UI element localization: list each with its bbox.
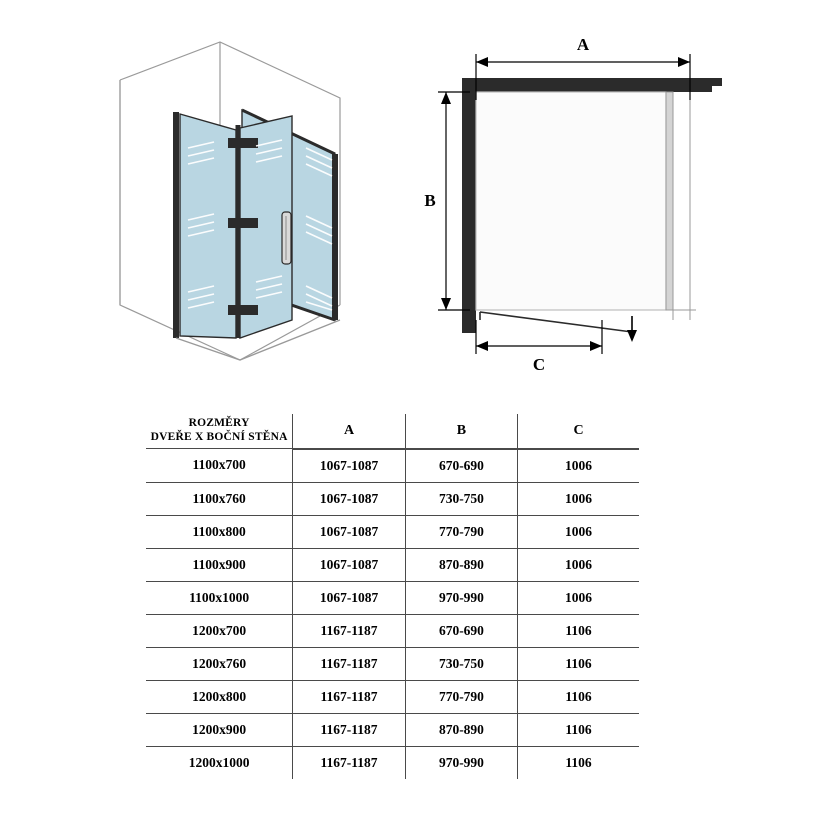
table-row (146, 515, 639, 548)
cell-b: 970-990 (405, 746, 517, 779)
cell-a: 1167-1187 (293, 746, 406, 779)
isometric-svg (60, 20, 420, 390)
cell-size: 1100x900 (146, 548, 293, 581)
diagram-area (0, 0, 835, 400)
table-row (146, 680, 639, 713)
cell-size: 1100x700 (146, 449, 293, 483)
table-row (146, 482, 639, 515)
dimensions-table-wrap (146, 414, 639, 779)
cell-size: 1100x800 (146, 515, 293, 548)
cell-size: 1100x760 (146, 482, 293, 515)
table-row (146, 647, 639, 680)
table-row (146, 548, 639, 581)
cell-b: 730-750 (405, 647, 517, 680)
cell-size: 1200x700 (146, 614, 293, 647)
column-header-a: A (293, 414, 406, 449)
dimension-a-label: A (576, 35, 590, 54)
cell-c: 1006 (518, 548, 639, 581)
door-open-leaf (480, 312, 632, 332)
table-title-cell (146, 414, 293, 449)
table-body (146, 449, 639, 779)
cell-a: 1067-1087 (293, 515, 406, 548)
column-header-c: C (518, 414, 639, 449)
wall-horizontal (462, 78, 712, 92)
cell-c: 1106 (518, 614, 639, 647)
table-row (146, 614, 639, 647)
table-row (146, 713, 639, 746)
column-header-b: B (405, 414, 517, 449)
cell-a: 1067-1087 (293, 449, 406, 483)
plan-svg (420, 20, 820, 390)
door-handle-icon (282, 212, 291, 264)
cell-b: 770-790 (405, 515, 517, 548)
cell-b: 730-750 (405, 482, 517, 515)
cell-b: 770-790 (405, 680, 517, 713)
cell-b: 870-890 (405, 548, 517, 581)
hinge-middle-icon (242, 218, 258, 228)
hinge-left-middle-icon (228, 218, 242, 228)
cell-a: 1067-1087 (293, 581, 406, 614)
hinge-top-icon (242, 138, 258, 148)
cell-c: 1006 (518, 449, 639, 483)
cell-c: 1106 (518, 713, 639, 746)
cell-a: 1167-1187 (293, 647, 406, 680)
hinge-left-top-icon (228, 138, 242, 148)
cell-a: 1067-1087 (293, 548, 406, 581)
cell-c: 1106 (518, 746, 639, 779)
hinge-left-bottom-icon (228, 305, 242, 315)
cell-c: 1006 (518, 515, 639, 548)
cell-a: 1167-1187 (293, 680, 406, 713)
table-row (146, 581, 639, 614)
cell-size: 1200x900 (146, 713, 293, 746)
cell-a: 1067-1087 (293, 482, 406, 515)
plan-diagram (420, 20, 820, 390)
cell-size: 1200x760 (146, 647, 293, 680)
cell-size: 1200x800 (146, 680, 293, 713)
isometric-diagram (60, 20, 420, 390)
cell-c: 1006 (518, 482, 639, 515)
cell-b: 970-990 (405, 581, 517, 614)
door-swing-arrow-icon (627, 316, 637, 342)
cell-c: 1106 (518, 647, 639, 680)
cell-b: 670-690 (405, 614, 517, 647)
table-row (146, 746, 639, 779)
table-title-line2: DVEŘE X BOČNÍ STĚNA (150, 431, 288, 443)
cell-c: 1006 (518, 581, 639, 614)
hinge-bottom-icon (242, 305, 258, 315)
side-panel-plan (666, 92, 673, 310)
wall-vertical (462, 78, 476, 333)
table-row (146, 449, 639, 483)
enclosure-floor (476, 92, 666, 310)
cell-a: 1167-1187 (293, 614, 406, 647)
dimensions-table (146, 414, 639, 779)
cell-size: 1200x1000 (146, 746, 293, 779)
dimension-b-label: B (424, 191, 436, 210)
wall-end-cap (712, 78, 722, 86)
table-header-row (146, 414, 639, 449)
table-title-line1: ROZMĚRY (188, 416, 250, 429)
cell-b: 670-690 (405, 449, 517, 483)
cell-a: 1167-1187 (293, 713, 406, 746)
cell-b: 870-890 (405, 713, 517, 746)
cell-c: 1106 (518, 680, 639, 713)
dimension-c-label: C (532, 355, 546, 374)
cell-size: 1100x1000 (146, 581, 293, 614)
